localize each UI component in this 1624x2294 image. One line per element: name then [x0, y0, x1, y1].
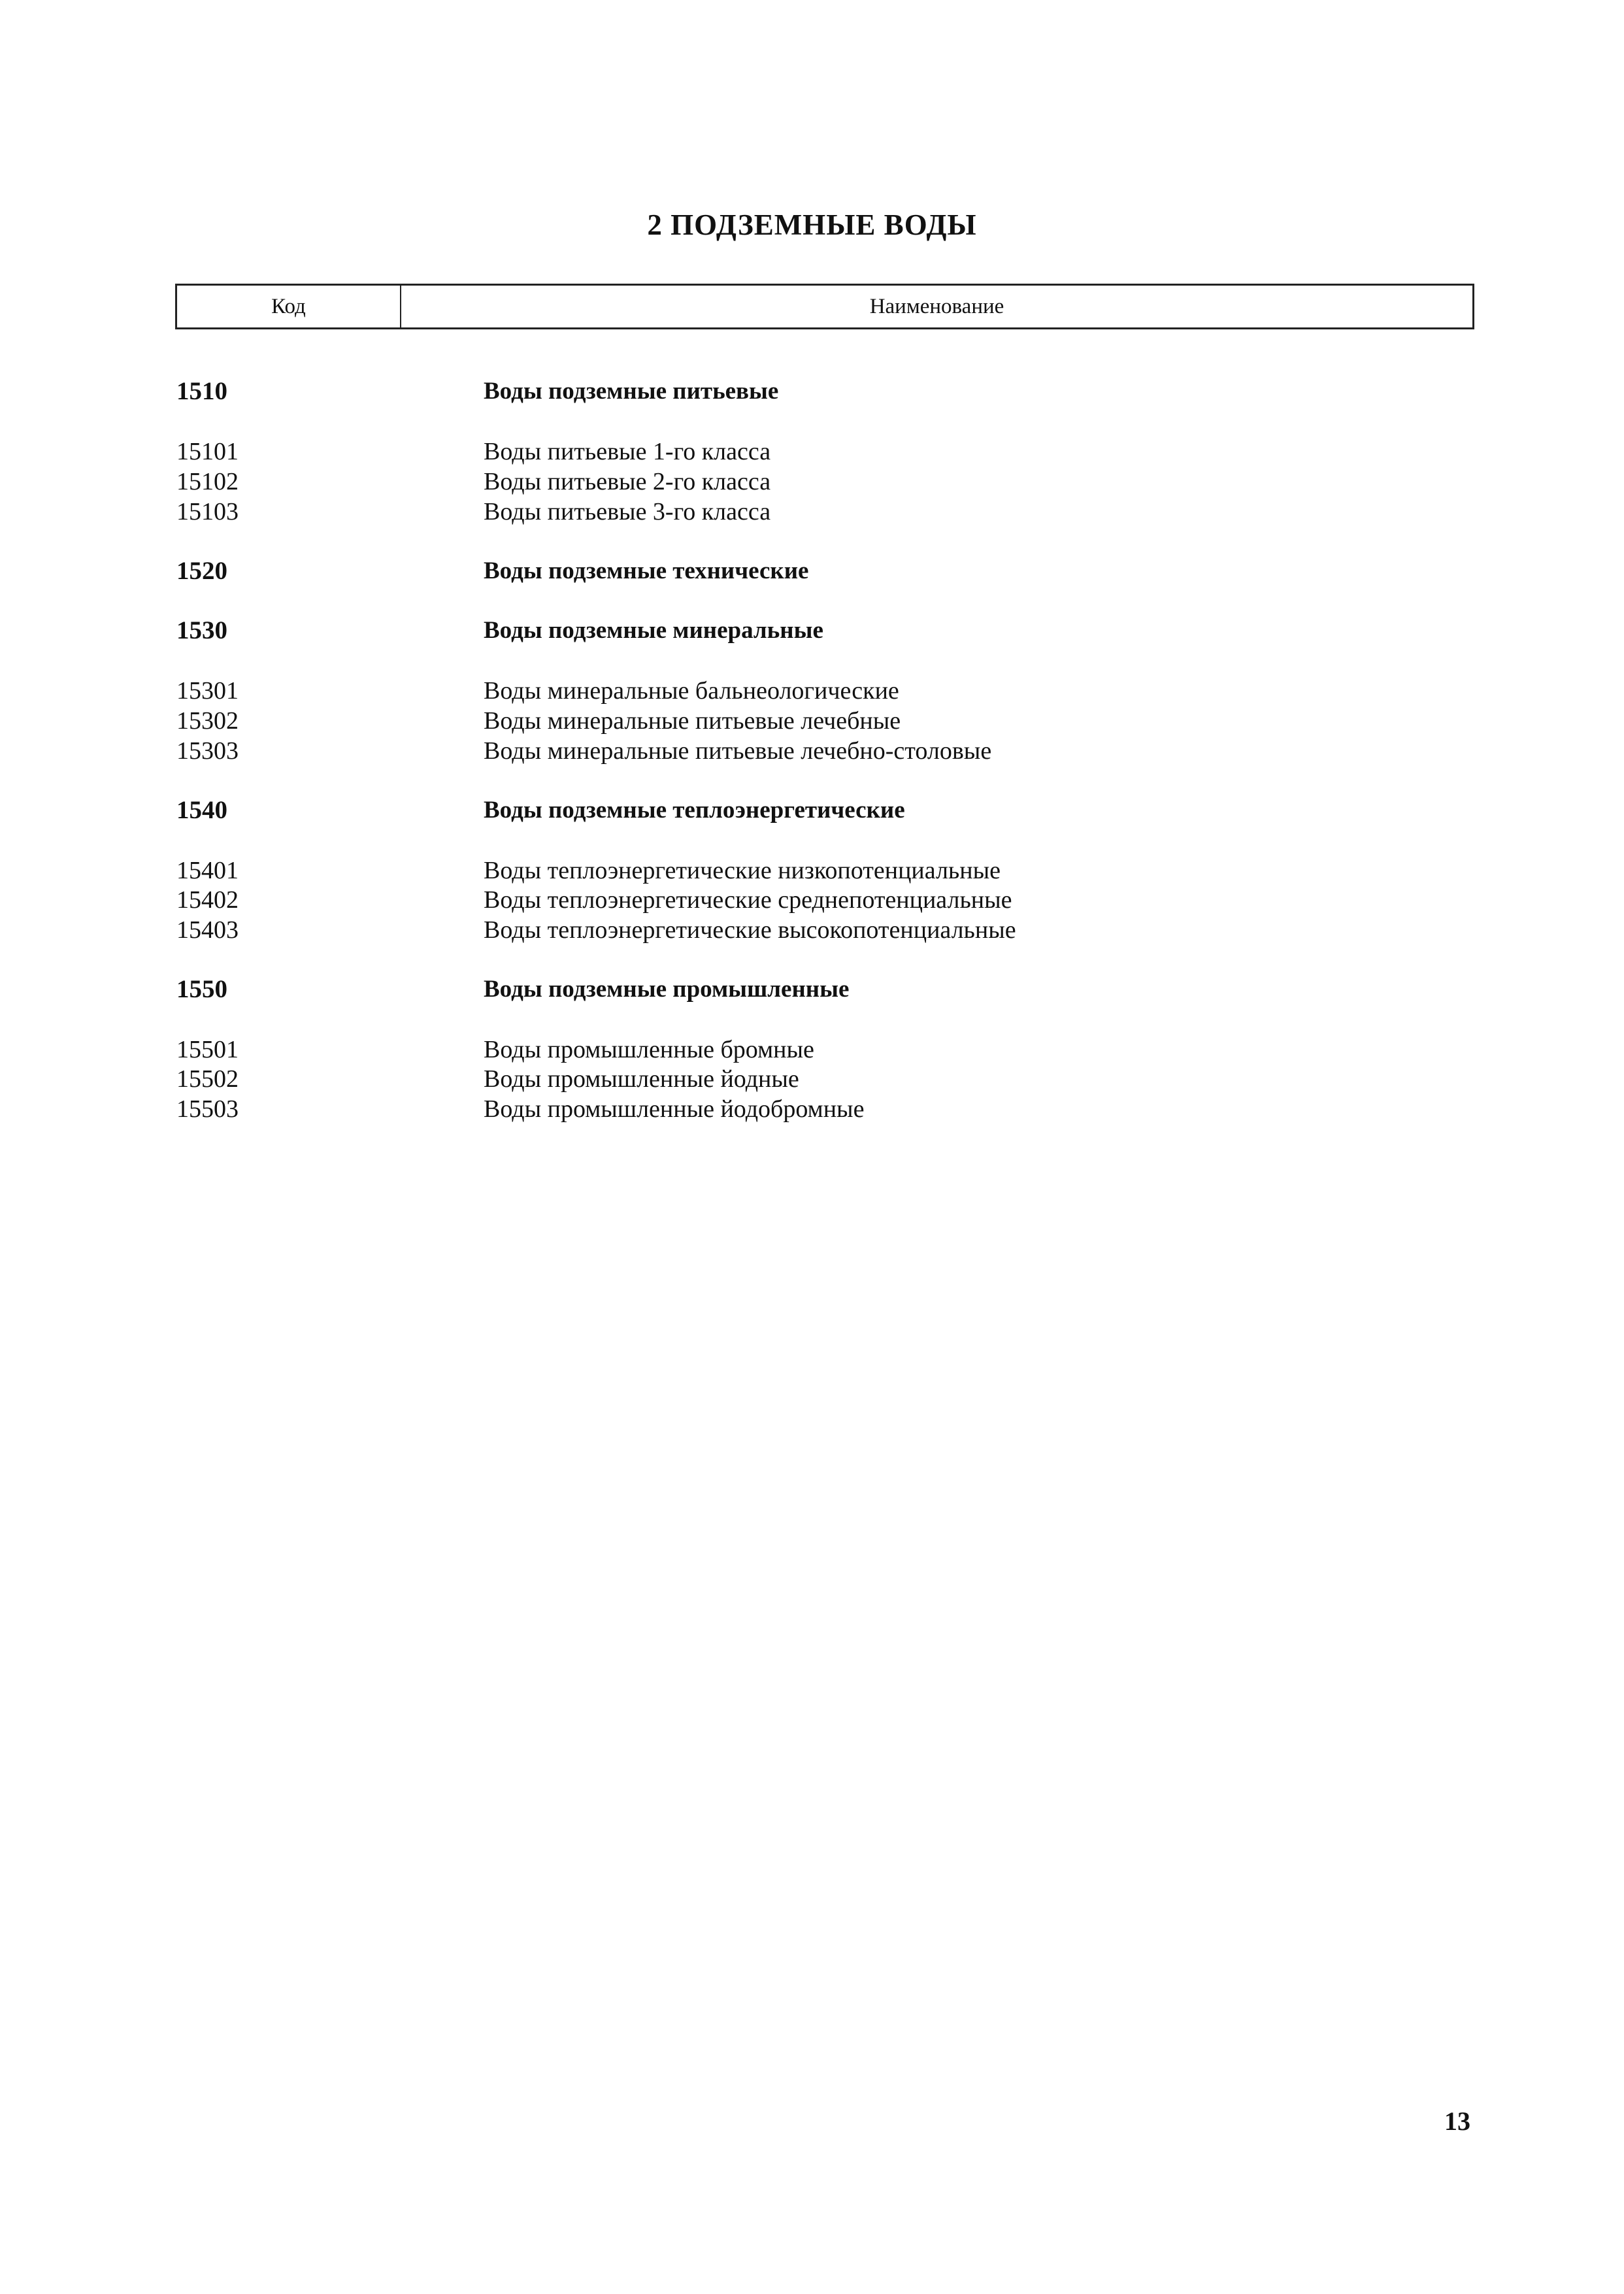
table-row — [0, 856, 1624, 886]
group-row — [0, 616, 1624, 646]
row-code: 1550 — [176, 975, 227, 1003]
row-code: 15401 — [176, 857, 239, 884]
row-code: 15302 — [176, 707, 239, 735]
row-name: Воды подземные теплоэнергетические — [484, 797, 905, 823]
group-row — [0, 974, 1624, 1005]
table-row — [0, 1064, 1624, 1094]
table-row — [0, 437, 1624, 467]
page-title: 2 ПОДЗЕМНЫЕ ВОДЫ — [647, 208, 977, 241]
row-code: 15101 — [176, 438, 239, 465]
table-row — [0, 1035, 1624, 1065]
row-name: Воды подземные питьевые — [484, 378, 779, 405]
row-name: Воды питьевые 1-го класса — [484, 438, 771, 465]
page-number: 13 — [1444, 2106, 1470, 2136]
row-name: Воды теплоэнергетические низкопотенциальные — [484, 857, 1001, 884]
table-row — [0, 915, 1624, 945]
row-code: 15502 — [176, 1065, 239, 1093]
group-row — [0, 795, 1624, 825]
row-code: 1540 — [176, 796, 227, 824]
row-code: 15403 — [176, 916, 239, 944]
row-name: Воды промышленные йодобромные — [484, 1095, 865, 1123]
row-code: 15501 — [176, 1036, 239, 1063]
table-row — [0, 497, 1624, 527]
row-name: Воды минеральные питьевые лечебно-столовые — [484, 737, 992, 765]
group-row — [0, 376, 1624, 407]
row-name: Воды подземные минеральные — [484, 617, 823, 644]
column-header-name: Наименование — [869, 295, 1004, 318]
row-code: 15102 — [176, 468, 239, 495]
row-code: 15301 — [176, 677, 239, 705]
row-code: 1520 — [176, 557, 227, 585]
row-name: Воды минеральные бальнеологические — [484, 677, 899, 705]
row-code: 1530 — [176, 616, 227, 644]
row-name: Воды промышленные йодные — [484, 1065, 799, 1093]
row-name: Воды теплоэнергетические среднепотенциальные — [484, 886, 1012, 914]
row-name: Воды питьевые 3-го класса — [484, 498, 771, 525]
row-code: 15103 — [176, 498, 239, 525]
table-row — [0, 1094, 1624, 1124]
table-row — [0, 736, 1624, 766]
row-name: Воды промышленные бромные — [484, 1036, 814, 1063]
row-name: Воды теплоэнергетические высокопотенциальные — [484, 916, 1016, 944]
row-code: 15503 — [176, 1095, 239, 1123]
row-name: Воды минеральные питьевые лечебные — [484, 707, 901, 735]
row-name: Воды подземные технические — [484, 557, 809, 584]
row-code: 15303 — [176, 737, 239, 765]
row-name: Воды подземные промышленные — [484, 976, 850, 1003]
table-row — [0, 467, 1624, 497]
group-row — [0, 556, 1624, 586]
row-name: Воды питьевые 2-го класса — [484, 468, 771, 495]
row-code: 15402 — [176, 886, 239, 914]
table-row — [0, 676, 1624, 706]
column-header-code: Код — [271, 295, 306, 318]
table-row — [0, 706, 1624, 736]
table-header — [175, 284, 1474, 329]
row-code: 1510 — [176, 377, 227, 405]
table-row — [0, 885, 1624, 915]
